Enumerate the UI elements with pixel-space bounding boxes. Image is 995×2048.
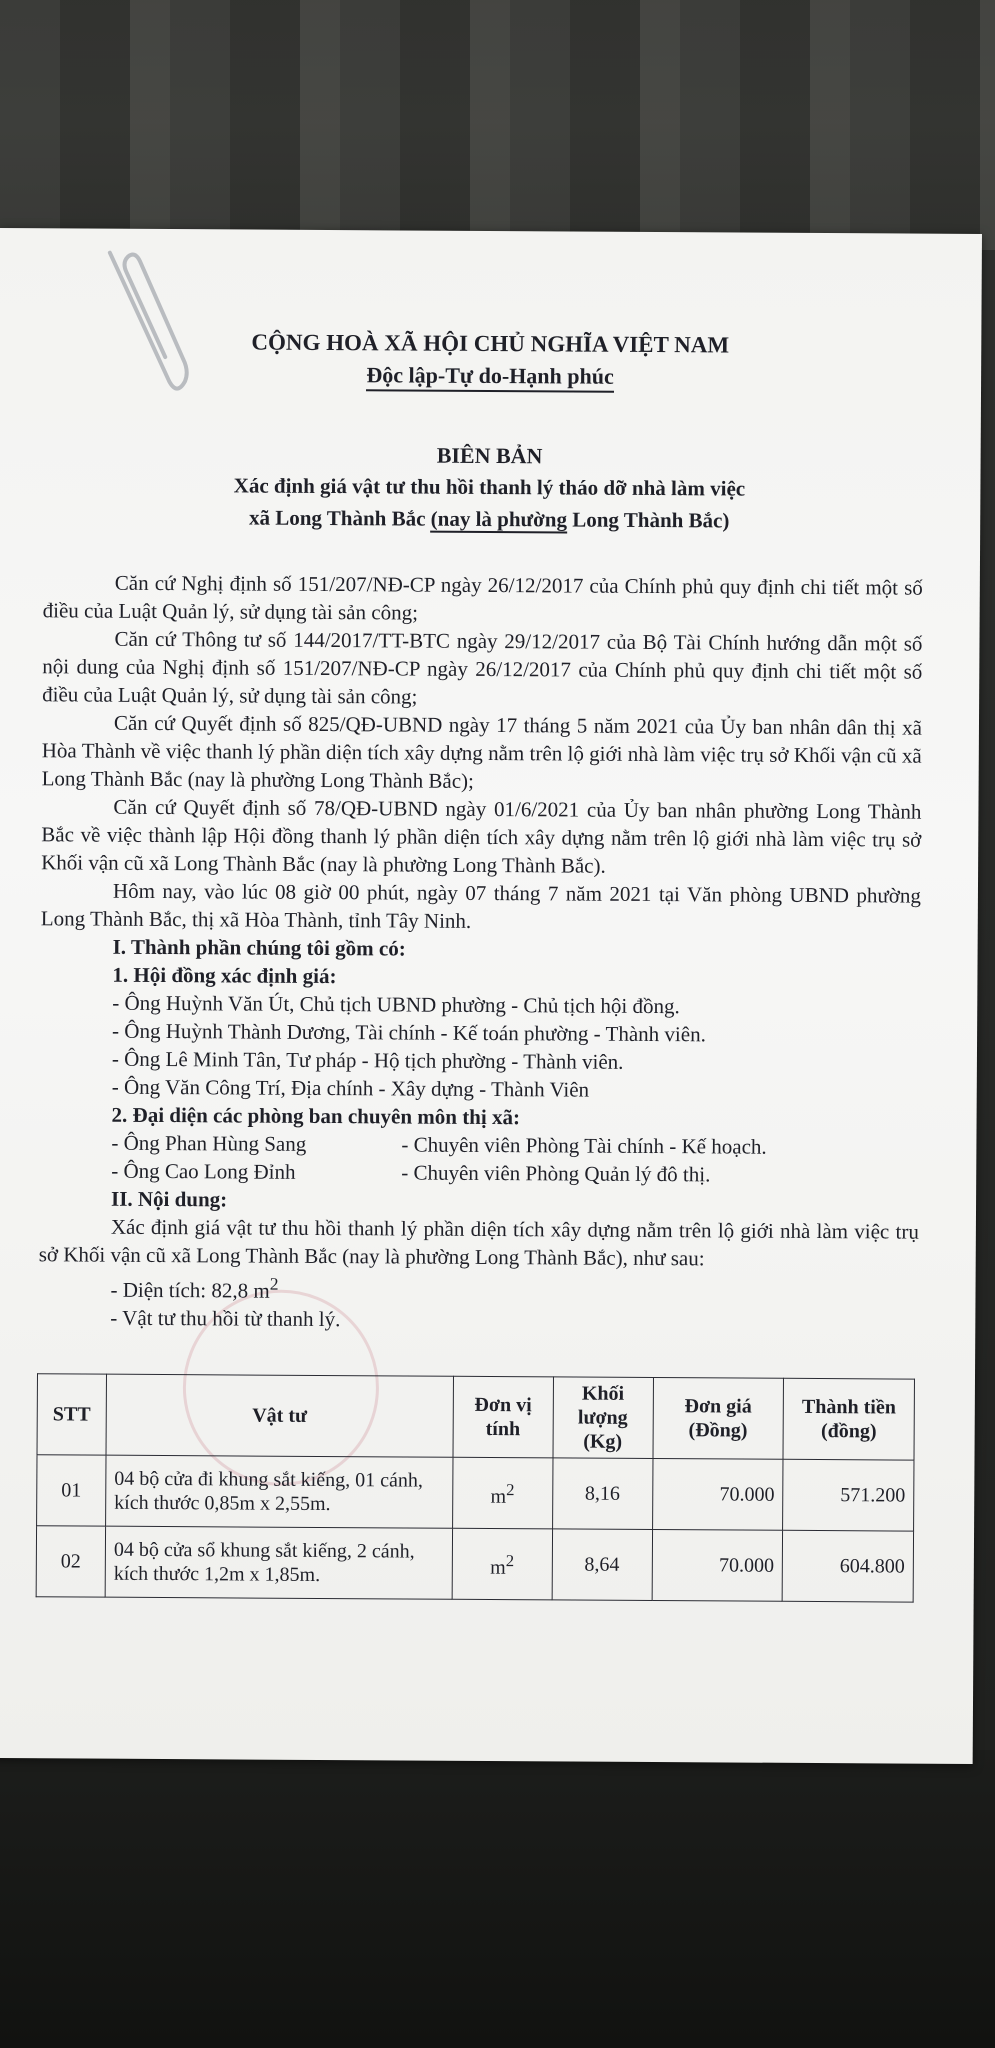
document-title: BIÊN BẢN (436, 442, 543, 469)
paragraph: Hôm nay, vào lúc 08 giờ 00 phút, ngày 07 tháng 7 năm 2021 tại Văn phòng UBND phường Long Thành Bắc, thị xã Hòa Thành, tỉnh Tây Ninh. (40, 878, 922, 933)
table-row: 02 04 bộ cửa sổ khung sắt kiếng, 2 cánh, kích thước 1,2m x 1,85m. $m^2$ 8,64 70.000 604.800 (36, 1526, 913, 1602)
col-total: Thành tiền (đồng) (783, 1378, 914, 1460)
paragraph: Căn cứ Quyết định số 78/QĐ-UBND ngày 01/6/2021 của Ủy ban nhân phường Long Thành Bắc về việc thành lập Hội đồng thanh lý phần diện tích xây dựng nằm trên lộ giới nhà làm việc trụ sở Khối vận cũ xã Long Thành Bắc (nay là phường Long Thành Bắc). (41, 794, 922, 878)
nation-header: CỘNG HOÀ XÃ HỘI CHỦ NGHĨA VIỆT NAM (251, 329, 730, 358)
section-heading: I. Thành phần chúng tôi gồm có: (112, 934, 406, 961)
paragraph: Căn cứ Thông tư số 144/2017/TT-BTC ngày 29/12/2017 của Bộ Tài Chính hướng dẫn một số nội dung của Nghị định số 151/207/NĐ-CP ngày 26/12/2017 của Chính phủ quy định chi tiết một số điều của Luật Quản lý, sử dụng tài sản công; (42, 626, 923, 709)
subsection-heading: 2. Đại diện các phòng ban chuyên môn thị xã: (111, 1102, 521, 1130)
document-page (0, 228, 982, 1764)
background-top (0, 0, 995, 250)
member-line: - Ông Huỳnh Thành Dương, Tài chính - Kế toán phường - Thành viên. (112, 1018, 706, 1047)
member-line: - Ông Huỳnh Văn Út, Chủ tịch UBND phường - Chủ tịch hội đồng. (112, 990, 680, 1019)
representative-line: - Ông Phan Hùng Sang - Chuyên viên Phòng Tài chính - Kế hoạch. (111, 1130, 767, 1159)
materials-line: - Vật tư thu hồi từ thanh lý. (110, 1305, 341, 1332)
motto: Độc lập-Tự do-Hạnh phúc (0, 360, 981, 392)
document-body (38, 568, 923, 1336)
section-heading: II. Nội dung: (110, 1186, 228, 1212)
paragraph: Căn cứ Quyết định số 825/QĐ-UBND ngày 17 tháng 5 năm 2021 của Ủy ban nhân dân thị xã Hòa Thành về việc thanh lý phần diện tích xây dựng nằm trên lộ giới nhà làm việc trụ sở Khối vận cũ xã Long Thành Bắc (nay là phường Long Thành Bắc); (41, 710, 923, 793)
col-stt: STT (37, 1374, 106, 1455)
area-line: - Diện tích: 82,8 $m^2$ (110, 1273, 279, 1303)
subsection-heading: 1. Hội đồng xác định giá: (112, 962, 337, 989)
col-item: Vật tư (106, 1374, 453, 1457)
table-header-row (37, 1374, 914, 1460)
materials-table (36, 1373, 915, 1602)
col-price: Đơn giá (Đồng) (653, 1378, 784, 1460)
background-bottom (0, 1750, 995, 2048)
document-subtitle-1: Xác định giá vật tư thu hồi thanh lý tháo dỡ nhà làm việc (233, 473, 746, 501)
paragraph: Căn cứ Nghị định số 151/207/NĐ-CP ngày 26/12/2017 của Chính phủ quy định chi tiết một số điều của Luật Quản lý, sử dụng tài sản công; (42, 570, 923, 625)
representative-line: - Ông Cao Long Đỉnh - Chuyên viên Phòng Quản lý đô thị. (111, 1158, 711, 1187)
paragraph: Xác định giá vật tư thu hồi thanh lý phần diện tích xây dựng nằm trên lộ giới nhà làm việc trụ sở Khối vận cũ xã Long Thành Bắc (nay là phường Long Thành Bắc), như sau: (38, 1214, 919, 1271)
table-row: 01 04 bộ cửa đi khung sắt kiếng, 01 cánh, kích thước 0,85m x 2,55m. $m^2$ 8,16 70.000 571.200 (37, 1455, 914, 1531)
col-qty: Khối lượng (Kg) (553, 1377, 653, 1459)
col-unit: Đơn vị tính (453, 1376, 553, 1458)
document-subtitle-2: xã Long Thành Bắc (nay là phường Long Thành Bắc) (248, 505, 730, 533)
member-line: - Ông Lê Minh Tân, Tư pháp - Hộ tịch phường - Thành viên. (111, 1046, 624, 1074)
member-line: - Ông Văn Công Trí, Địa chính - Xây dựng - Thành Viên (111, 1074, 590, 1102)
